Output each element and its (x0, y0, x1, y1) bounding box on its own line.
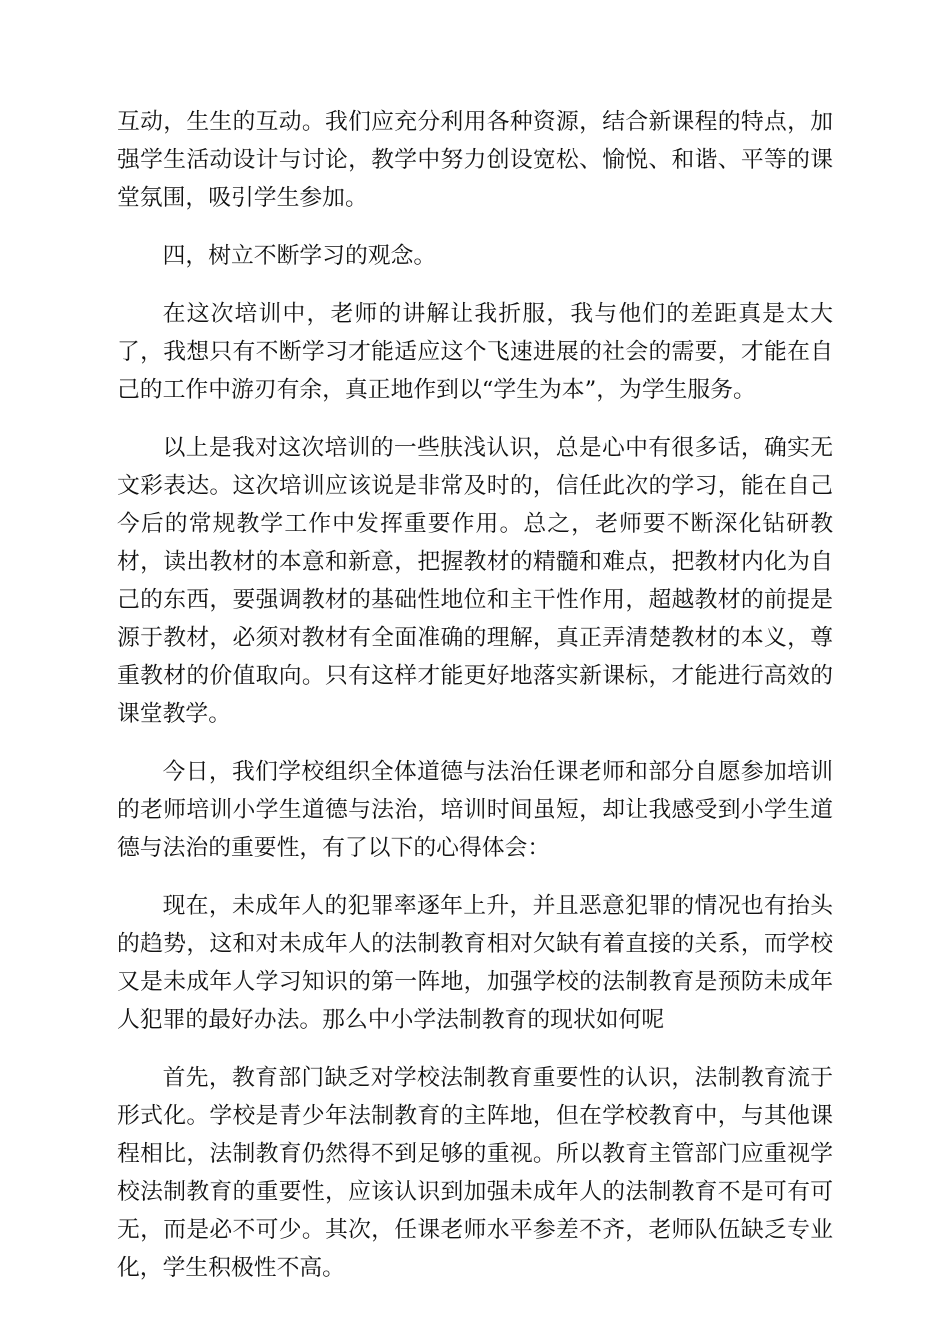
paragraph: 首先，教育部门缺乏对学校法制教育重要性的认识，法制教育流于形式化。学校是青少年法制教育的主阵地，但在学校教育中，与其他课程相比，法制教育仍然得不到足够的重视。所以教育主管部门应重视学校法制教育的重要性，应该认识到加强未成年人的法制教育不是可有可无，而是必不可少。其次，任课老师水平参差不齐，老师队伍缺乏专业化，学生积极性不高。 (117, 1065, 833, 1281)
document-body (117, 103, 833, 1307)
paragraph: 在这次培训中，老师的讲解让我折服，我与他们的差距真是太大了，我想只有不断学习才能适应这个飞速进展的社会的需要，才能在自己的工作中游刃有余，真正地作到以“学生为本”，为学生服务。 (117, 301, 833, 403)
paragraph: 今日，我们学校组织全体道德与法治任课老师和部分自愿参加培训的老师培训小学生道德与法治，培训时间虽短，却让我感受到小学生道德与法治的重要性，有了以下的心得体会： (117, 759, 833, 861)
paragraph: 以上是我对这次培训的一些肤浅认识，总是心中有很多话，确实无文彩表达。这次培训应该说是非常及时的，信任此次的学习，能在自己今后的常规教学工作中发挥重要作用。总之，老师要不断深化钻研教材，读出教材的本意和新意，把握教材的精髓和难点，把教材内化为自己的东西，要强调教材的基础性地位和主干性作用，超越教材的前提是源于教材，必须对教材有全面准确的理解，真正弄清楚教材的本义，尊重教材的价值取向。只有这样才能更好地落实新课标，才能进行高效的课堂教学。 (117, 435, 833, 727)
paragraph-heading-four: 四，树立不断学习的观念。 (162, 243, 437, 269)
paragraph-continuation: 互动，生生的互动。我们应充分利用各种资源，结合新课程的特点，加强学生活动设计与讨论，教学中努力创设宽松、愉悦、和谐、平等的课堂氛围，吸引学生参加。 (117, 109, 833, 211)
paragraph: 现在，未成年人的犯罪率逐年上升，并且恶意犯罪的情况也有抬头的趋势，这和对未成年人的法制教育相对欠缺有着直接的关系，而学校又是未成年人学习知识的第一阵地，加强学校的法制教育是预防未成年人犯罪的最好办法。那么中小学法制教育的现状如何呢 (117, 893, 833, 1033)
